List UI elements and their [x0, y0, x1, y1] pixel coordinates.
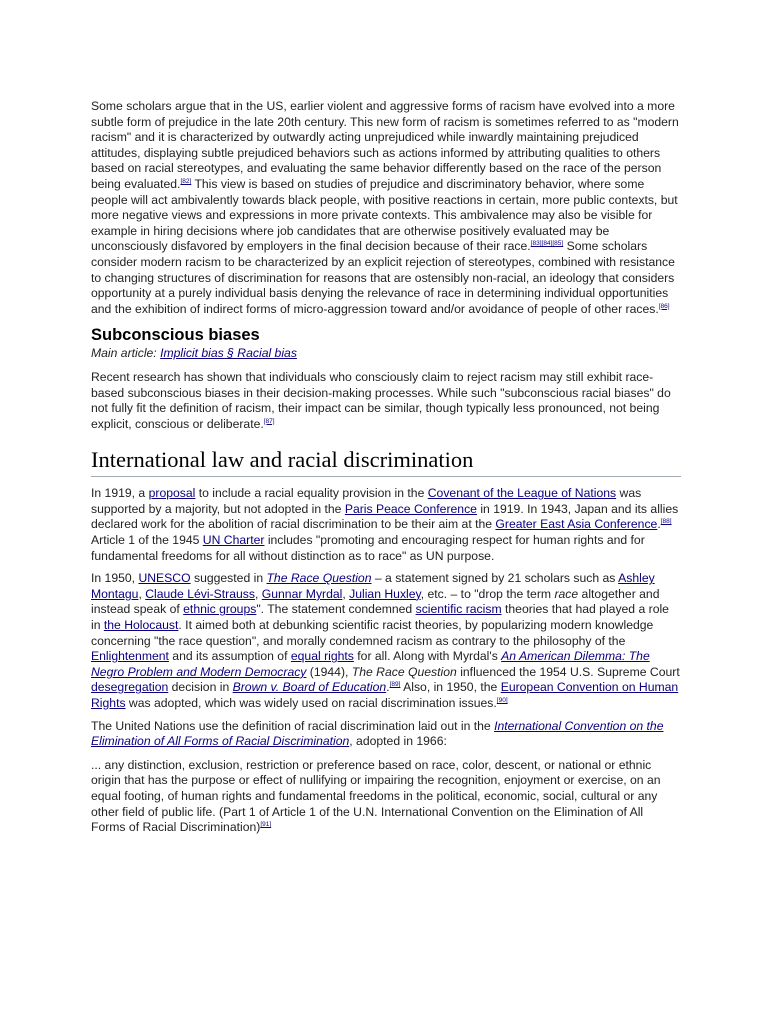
hatnote-label: Main article: [91, 346, 161, 361]
covenant-league-link[interactable]: Covenant of the League of Nations [427, 486, 617, 501]
paragraph-text: influenced the 1954 U.S. Supreme Court [456, 664, 680, 679]
paragraph-text: , adopted in 1966: [349, 734, 447, 749]
proposal-link[interactable]: proposal [148, 486, 196, 501]
article-body [91, 99, 681, 836]
brown-v-board-link[interactable]: Brown v. Board of Education [232, 680, 387, 695]
holocaust-link[interactable]: the Holocaust [103, 618, 179, 633]
paragraph-text: includes "promoting and encouraging respect for human rights and for fundamental freedoms for all without distinction as to race" as UN purpose. [91, 533, 645, 563]
italic-term: race [554, 586, 579, 601]
paragraph-text: theories that had played a role in [91, 602, 669, 633]
paragraph-text: ". The statement condemned [256, 602, 416, 617]
julian-huxley-link[interactable]: Julian Huxley [349, 586, 421, 601]
equal-rights-link[interactable]: equal rights [290, 649, 354, 664]
enlightenment-link[interactable]: Enlightenment [91, 649, 169, 664]
paragraph-text: The United Nations use the definition of racial discrimination laid out in the [91, 718, 495, 733]
main-article-hatnote [91, 346, 681, 362]
separator: , [138, 586, 146, 601]
gunnar-myrdal-link[interactable]: Gunnar Myrdal [261, 586, 343, 601]
citation-link[interactable]: [87] [263, 417, 275, 425]
paragraph-text: and its assumption of [168, 649, 291, 664]
ashley-montagu-link[interactable]: Ashley Montagu [91, 571, 655, 601]
citation-link[interactable]: [82] [180, 177, 192, 185]
section-heading-international-law: International law and racial discrimination [91, 446, 681, 477]
modern-racism-paragraph [91, 99, 681, 317]
paragraph-text: Some scholars argue that in the US, earlier violent and aggressive forms of racism have evolved into a more subtle form of prejudice in the late 20th century. This new form of racism is sometimes referred to as "modern racism" and it is characterized by outwardly acting unprejudiced while inwardly maintaining prejudiced attitudes, displaying subtle prejudiced behaviors such as actions informed by attributing qualities to others based on racial stereotypes, and evaluating the same behavior differently based on the race of the person being evaluated. [91, 99, 679, 191]
claude-levi-strauss-link[interactable]: Claude Lévi-Strauss [145, 586, 255, 601]
citation-link[interactable]: [90] [496, 697, 508, 704]
ethnic-groups-link[interactable]: ethnic groups [183, 602, 257, 617]
separator: , [254, 586, 262, 601]
paragraph-text: altogether and instead speak of [91, 586, 660, 617]
citation-link[interactable]: [86] [658, 302, 670, 310]
paragraph-text: to include a racial equality provision in the [195, 486, 428, 501]
paragraph-text: was adopted, which was widely used on racial discrimination issues. [125, 696, 497, 710]
scientific-racism-link[interactable]: scientific racism [415, 602, 502, 617]
paragraph-text: was supported by a majority, but not adopted in the [91, 486, 642, 516]
quote-text: ... any distinction, exclusion, restriction or preference based on race, color, descent, or national or ethnic origin that has the purpose or effect of nullifying or impairing the recognition, enjoyment or exercise, on an equal footing, of human rights and fundamental freedoms in the political, economic, social, cultural or any other field of public life. (Part 1 of Article 1 of the U.N. International Convention on the Elimination of All Forms of Racial Discrimination) [91, 757, 661, 835]
paragraph-text: in 1919. In 1943, Japan and its allies declared work for the abolition of racial discrimination to be their aim at the [91, 501, 679, 532]
citation-link[interactable]: [91] [260, 821, 272, 829]
implicit-bias-link[interactable]: Implicit bias § Racial bias [160, 346, 297, 361]
paragraph-text: for all. Along with Myrdal's [353, 649, 502, 664]
un-charter-link[interactable]: UN Charter [202, 533, 265, 548]
unesco-paragraph: In 1950, UNESCO suggested in The Race Question – a statement signed by 21 scholars such as Ashley Montagu, Claude Lévi-Strauss, Gunnar Myrdal, Julian Huxley, etc. – to "drop the term race altogether and instead speak of ethnic groups". The statement condemned scientific racism theories that had played a role in the Holocaust. It aimed both at debunking scientific racist theories, by popularizing modern knowledge concerning "the race question", and morally condemned racism as contrary to the philosophy of the Enlightenment and its assumption of equal rights for all. Along with Myrdal's An American Dilemma: The Negro Problem and Modern Democracy (1944), The Race Question influenced the 1954 U.S. Supreme Court desegregation decision in Brown v. Board of Education.[89] Also, in 1950, the European Convention on Human Rights was adopted, which was widely used on racial discrimination issues.[90] [91, 571, 680, 710]
american-dilemma-link[interactable]: An American Dilemma: The Negro Problem and Modern Democracy [91, 649, 650, 679]
unesco-link[interactable]: UNESCO [138, 571, 191, 586]
paragraph-text: (1944), [306, 664, 352, 679]
citation-link[interactable]: [83][84][85] [530, 240, 564, 248]
italic-title: The Race Question [351, 664, 457, 679]
paragraph-text: This view is based on studies of prejudice and discriminatory behavior, where some people will act ambivalently towards black people, with positive reactions in certain, more public contexts, but more negative views and expressions in more private contexts. This ambivalence may also be visible for example in hiring decisions where job candidates that are otherwise positively evaluated may be unconsciously disfavored by employers in the final decision because of their race. [91, 176, 678, 254]
paragraph-text: decision in [168, 680, 233, 695]
paragraph-text: . It aimed both at debunking scientific racist theories, by popularizing modern knowledge concerning "the race question", and morally condemned racism as contrary to the philosophy of the [91, 618, 654, 648]
citation-link[interactable]: [89] [389, 681, 401, 689]
greater-east-asia-conference-link[interactable]: Greater East Asia Conference [495, 517, 658, 532]
paris-peace-conference-link[interactable]: Paris Peace Conference [344, 501, 477, 516]
cerd-quote [91, 758, 681, 836]
paragraph-text: suggested in [190, 571, 267, 586]
un-definition-paragraph [91, 719, 681, 750]
subconscious-biases-paragraph [91, 370, 681, 432]
paragraph-text: – a statement signed by 21 scholars such as [371, 571, 619, 586]
paragraph-text: Article 1 of the 1945 [91, 533, 203, 548]
citation-link[interactable]: [88] [660, 518, 672, 526]
paragraph-text: In 1950, [91, 571, 139, 586]
paragraph-text: Recent research has shown that individuals who consciously claim to reject racism may still exhibit race-based subconscious biases in their decision-making processes. While such "subconscious racial biases" do not fully fit the definition of racism, their impact can be similar, though typically less pronounced, not being explicit, conscious or deliberate. [91, 369, 671, 431]
cerd-link[interactable]: International Convention on the Elimination of All Forms of Racial Discrimination [91, 718, 664, 749]
desegregation-link[interactable]: desegregation [91, 680, 169, 695]
section-heading-subconscious-biases: Subconscious biases [91, 326, 260, 345]
league-of-nations-paragraph: In 1919, a proposal to include a racial equality provision in the Covenant of the League of Nations was supported by a majority, but not adopted in the Paris Peace Conference in 1919. In 1943, Japan and its allies declared work for the abolition of racial discrimination to be their aim at the Greater East Asia Conference.[88] Article 1 of the 1945 UN Charter includes "promoting and encouraging respect for human rights and for fundamental freedoms for all without distinction as to race" as UN purpose. [91, 486, 679, 563]
paragraph-text: , etc. – to "drop the term [420, 586, 555, 601]
paragraph-text: In 1919, a [91, 486, 149, 501]
paragraph-text: Some scholars consider modern racism to be characterized by an explicit rejection of stereotypes, combined with resistance to changing structures of discrimination for reasons that are ostensibly non-racial, an ideology that considers opportunity at a purely individual basis denying the relevance of race in determining individual opportunities and the exhibition of indirect forms of micro-aggression toward and/or avoidance of people of other races. [91, 239, 675, 316]
paragraph-text: Also, in 1950, the [400, 680, 501, 695]
european-convention-link[interactable]: European Convention on Human Rights [91, 680, 679, 710]
race-question-link[interactable]: The Race Question [266, 571, 372, 586]
separator: , [342, 586, 350, 601]
